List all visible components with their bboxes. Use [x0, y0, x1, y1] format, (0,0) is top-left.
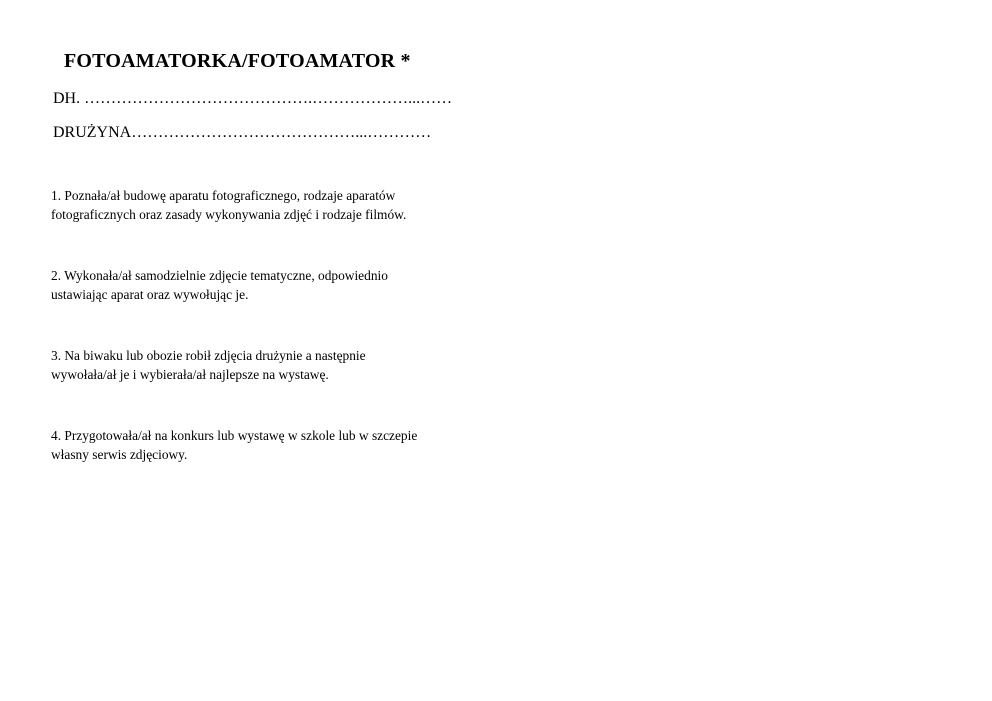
requirement-2-line-2: ustawiając aparat oraz wywołując je.: [51, 287, 249, 302]
requirement-4-line-1: 4. Przygotowała/ał na konkurs lub wystawę w szkole lub w szczepie: [51, 428, 418, 443]
requirement-1-line-2: fotograficznych oraz zasady wykonywania zdjęć i rodzaje filmów.: [51, 207, 407, 222]
requirement-3-line-1: 3. Na biwaku lub obozie robił zdjęcia drużynie a następnie: [51, 348, 366, 363]
requirement-2-line-1: 2. Wykonała/ał samodzielnie zdjęcie tematyczne, odpowiednio: [51, 268, 388, 283]
requirement-4-line-2: własny serwis zdjęciowy.: [51, 447, 188, 462]
requirement-item-4: [51, 426, 451, 464]
requirement-item-3: [51, 346, 451, 384]
requirement-item-2: [51, 266, 451, 304]
requirement-item-1: [51, 186, 451, 224]
page-title: FOTOAMATORKA/FOTOAMATOR *: [64, 50, 411, 72]
dh-name-field: DH. …………………………………….………………...……: [53, 90, 453, 107]
druzyna-field: DRUŻYNA……………………………………...…………: [53, 124, 432, 141]
requirement-1-line-1: 1. Poznała/ał budowę aparatu fotograficznego, rodzaje aparatów: [51, 188, 396, 203]
requirement-3-line-2: wywołała/ał je i wybierała/ał najlepsze na wystawę.: [51, 367, 329, 382]
